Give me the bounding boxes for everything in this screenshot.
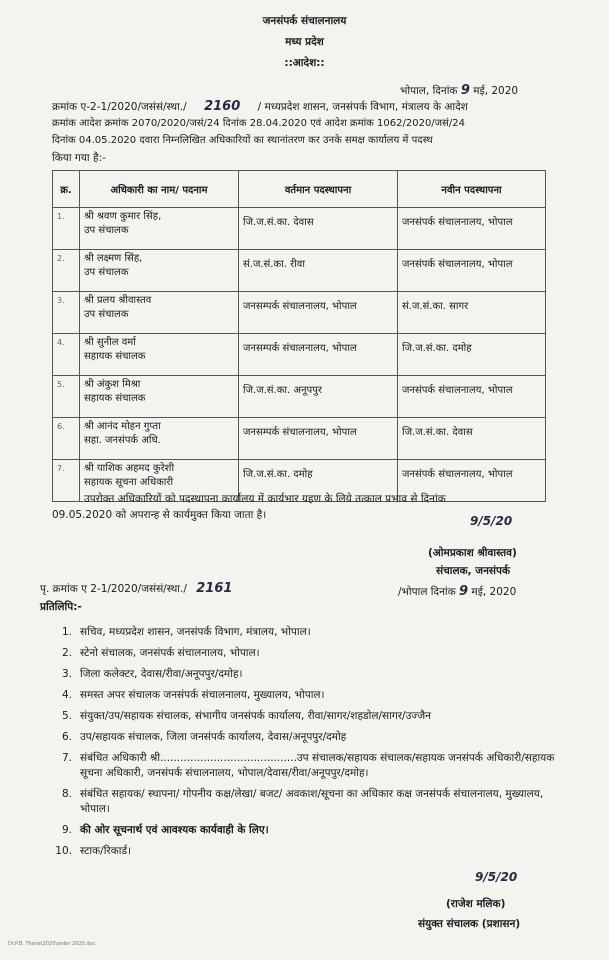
list-item <box>50 844 570 859</box>
row-new-posting: जनसंपर्क संचालनालय, भोपाल <box>398 250 546 292</box>
handwritten-endorsement-number: 2161 <box>196 581 233 596</box>
col-sn: क्र. <box>53 171 80 208</box>
copy-to-label: प्रतिलिपि:- <box>40 601 82 613</box>
order-ref-line2: क्रमांक आदेश क्रमांक 2070/2020/जसं/24 दिनांक 28.04.2020 एवं आदेश क्रमांक 1062/2020/जसं/24 <box>52 118 465 129</box>
signature1-handwritten: 9/5/20 <box>470 514 513 528</box>
row-officer <box>80 292 239 334</box>
table-row <box>53 418 546 460</box>
list-item <box>50 646 570 661</box>
order-heading: ::आदेश:: <box>284 57 325 69</box>
row-current-posting: जनसम्पर्क संचालनालय, भोपाल <box>239 334 398 376</box>
row-officer <box>80 208 239 250</box>
table-body <box>53 208 546 502</box>
signature1-name: (ओमप्रकाश श्रीवास्तव) <box>428 547 517 559</box>
order-place-date: भोपाल, दिनांक 9 मई, 2020 <box>400 83 519 98</box>
handwritten-order-number: 2160 <box>204 99 241 114</box>
row-current-posting: जनसम्पर्क संचालनालय, भोपाल <box>239 292 398 334</box>
row-officer <box>80 376 239 418</box>
order-ref-line4: किया गया है:- <box>52 152 106 164</box>
row-officer-designation: सहायक सूचना अधिकारी <box>84 477 174 488</box>
table-row <box>53 250 546 292</box>
row-officer-name: श्री लक्ष्मण सिंह, <box>84 253 143 264</box>
transfer-table <box>52 170 546 502</box>
row-new-posting: जनसंपर्क संचालनालय, भोपाल <box>398 376 546 418</box>
relieving-line1: उपरोक्त अधिकारियों को पदस्थापना कार्यालय में कार्यभार ग्रहण के लिये तत्काल प्रभाव से दिनांक <box>84 493 446 505</box>
row-current-posting: जि.ज.सं.का. अनूपपुर <box>239 376 398 418</box>
table-header-row <box>53 171 546 208</box>
list-item <box>50 823 570 838</box>
list-item-number: 4. <box>61 689 72 701</box>
order-ref-line1: क्रमांक ए-2-1/2020/जसंसं/स्था./ 2160 / मध्यप्रदेश शासन, जनसंपर्क विभाग, मंत्रालय के आदेश <box>52 99 468 114</box>
row-officer-designation: उप संचालक <box>84 267 129 278</box>
row-officer-designation: सहायक संचालक <box>84 351 146 362</box>
list-item-text: जिला कलेक्टर, देवास/रीवा/अनूपपुर/दमोह। <box>80 668 243 680</box>
row-current-posting: सं.ज.सं.का. रीवा <box>239 250 398 292</box>
list-item-number: 5. <box>61 710 72 722</box>
list-item <box>50 730 570 745</box>
row-new-posting: जनसंपर्क संचालनालय, भोपाल <box>398 460 546 502</box>
signature2-name: (राजेश मलिक) <box>446 898 506 910</box>
row-sn: 4. <box>53 334 80 376</box>
list-item <box>50 709 570 724</box>
relieving-line2: 09.05.2020 को अपरान्ह से कार्यमुक्त किया जाता है। <box>52 509 267 521</box>
row-officer-name: श्री आनंद मोहन गुप्ता <box>84 421 161 432</box>
list-item-number: 7. <box>61 752 72 764</box>
list-item-text: संयुक्त/उप/सहायक संचालक, संभागीय जनसंपर्क कार्यालय, रीवा/सागर/शहडोल/सागर/उज्जैन <box>80 710 431 722</box>
row-sn: 7. <box>53 460 80 502</box>
row-officer-name: श्री याशिक अहमद कुरेशी <box>84 463 175 474</box>
table-row <box>53 376 546 418</box>
row-new-posting: जि.ज.सं.का. देवास <box>398 418 546 460</box>
row-officer <box>80 334 239 376</box>
list-item-number: 9. <box>61 824 72 836</box>
list-item-text: सचिव, मध्यप्रदेश शासन, जनसंपर्क विभाग, मंत्रालय, भोपाल। <box>80 626 311 638</box>
list-item-text: संबंधित अधिकारी श्री.........................................उप संचालक/सहायक संचालक/सहायक जनसंपर्क अधिकारी/सहायक सूचना अधिकारी, जनसंपर्क संचालनालय, भोपाल/देवास/रीवा/अनूपपुर/दमोह। <box>80 752 555 779</box>
list-item <box>50 667 570 682</box>
row-sn: 3. <box>53 292 80 334</box>
list-item-number: 2. <box>61 647 72 659</box>
state-title: मध्य प्रदेश <box>285 36 324 48</box>
list-item-text: स्टाक/रिकार्ड। <box>80 845 132 857</box>
row-officer-name: श्री प्रलय श्रीवास्तव <box>84 295 152 306</box>
row-officer-designation: उप संचालक <box>84 309 129 320</box>
endorsement-place-date: /भोपाल दिनांक 9 मई, 2020 <box>398 584 517 599</box>
list-item-number: 1. <box>61 626 72 638</box>
row-sn: 2. <box>53 250 80 292</box>
row-officer-name: श्री अंकुश मिश्रा <box>84 379 141 390</box>
row-new-posting: जि.ज.सं.का. दमोह <box>398 334 546 376</box>
row-sn: 5. <box>53 376 80 418</box>
row-officer-name: श्री श्रवण कुमार सिंह, <box>84 211 162 222</box>
row-current-posting: जनसम्पर्क संचालनालय, भोपाल <box>239 418 398 460</box>
row-officer-name: श्री सुनील वर्मा <box>84 337 136 348</box>
list-item <box>50 787 570 817</box>
signature2-designation: संयुक्त संचालक (प्रशासन) <box>418 918 521 930</box>
list-item-number: 10. <box>55 845 72 857</box>
row-new-posting: जनसंपर्क संचालनालय, भोपाल <box>398 208 546 250</box>
table-row <box>53 292 546 334</box>
list-item <box>50 625 570 640</box>
table-row <box>53 208 546 250</box>
signature2-handwritten: 9/5/20 <box>475 870 518 884</box>
row-officer-designation: सहायक संचालक <box>84 393 146 404</box>
endorsement-ref: पृ. क्रमांक ए 2-1/2020/जसंसं/स्था./ 2161 <box>40 581 233 596</box>
office-title: जनसंपर्क संचालनालय <box>262 15 347 27</box>
footer-file-path: Dr.P.B. Thane\2020\order 2020.doc <box>8 941 96 947</box>
row-sn: 1. <box>53 208 80 250</box>
signature1-designation: संचालक, जनसंपर्क <box>436 565 511 577</box>
row-current-posting: जि.ज.सं.का. दमोह <box>239 460 398 502</box>
list-item <box>50 751 570 781</box>
handwritten-day: 9 <box>460 83 470 98</box>
copy-to-list <box>50 625 570 865</box>
col-name: अधिकारी का नाम/ पदनाम <box>80 171 239 208</box>
list-item-text: स्टेनो संचालक, जनसंपर्क संचालनालय, भोपाल। <box>80 647 260 659</box>
row-officer <box>80 250 239 292</box>
row-current-posting: जि.ज.सं.का. देवास <box>239 208 398 250</box>
list-item-text: समस्त अपर संचालक जनसंपर्क संचालनालय, मुख्यालय, भोपाल। <box>80 689 325 701</box>
list-item-number: 6. <box>61 731 72 743</box>
list-item-text: संबंधित सहायक/ स्थापना/ गोपनीय कक्ष/लेखा/ बजट/ अवकाश/सूचना का अधिकार कक्ष जनसंपर्क संचालनालय, मुख्यालय, भोपाल। <box>80 788 544 815</box>
list-item-number: 3. <box>61 668 72 680</box>
list-item-text: उप/सहायक संचालक, जिला जनसंपर्क कार्यालय, देवास/अनूपपुर/दमोह <box>80 731 347 743</box>
order-ref-line3: दिनांक 04.05.2020 दवारा निम्नलिखित अधिकारियों का स्थानांतरण कर उनके समक्ष कार्यालय में पदस्थ <box>52 135 433 146</box>
table-row <box>53 334 546 376</box>
list-item-number: 8. <box>61 788 72 800</box>
list-item <box>50 688 570 703</box>
row-new-posting: सं.ज.सं.का. सागर <box>398 292 546 334</box>
col-new: नवीन पदस्थापना <box>398 171 546 208</box>
list-item-text: की ओर सूचनार्थ एवं आवश्यक कार्यवाही के लिए। <box>80 824 269 836</box>
col-current: वर्तमान पदस्थापना <box>239 171 398 208</box>
handwritten-endorsement-day: 9 <box>459 584 469 599</box>
row-sn: 6. <box>53 418 80 460</box>
row-officer-designation: सहा. जनसंपर्क अधि. <box>84 435 161 446</box>
row-officer <box>80 418 239 460</box>
row-officer-designation: उप संचालक <box>84 225 129 236</box>
